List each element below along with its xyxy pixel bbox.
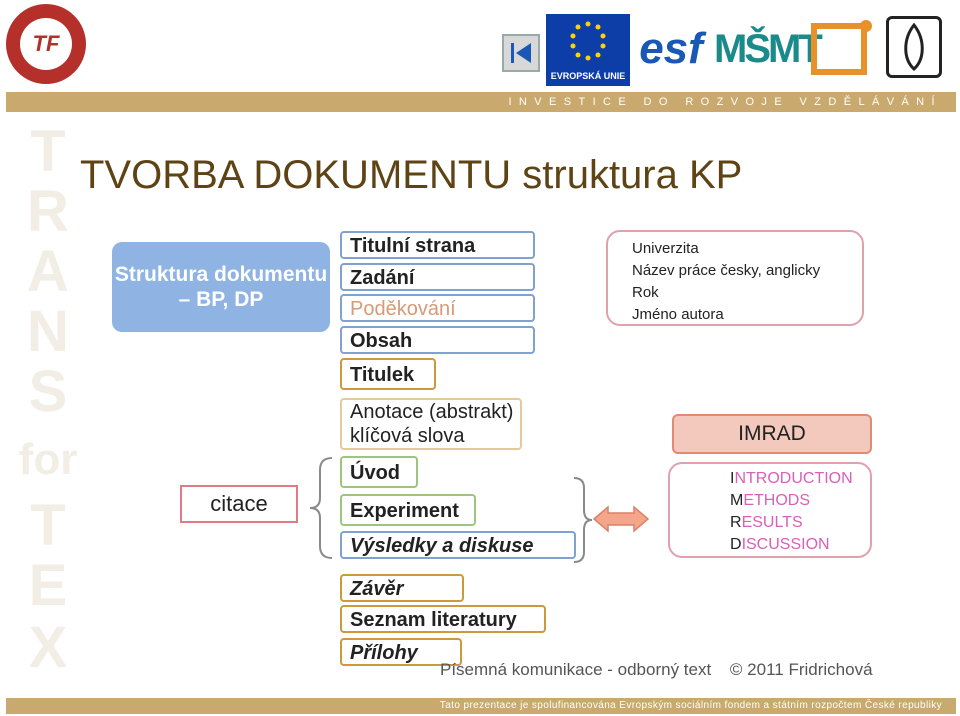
item-titulni-strana: Titulní strana xyxy=(340,231,535,259)
faculty-logo xyxy=(886,16,942,78)
esf-logo: esf xyxy=(639,24,703,73)
double-arrow-icon xyxy=(592,504,650,534)
watermark-letter: X xyxy=(28,615,68,680)
watermark-letter: A xyxy=(27,239,69,304)
citace-box: citace xyxy=(180,485,298,523)
left-brace xyxy=(308,456,338,560)
item-zaver: Závěr xyxy=(340,574,464,602)
item-experiment: Experiment xyxy=(340,494,476,526)
university-logo xyxy=(6,4,86,84)
back-button[interactable] xyxy=(502,34,540,72)
imrad-list-item: INTRODUCTION xyxy=(730,470,853,487)
title-panel-line: Univerzita xyxy=(632,240,699,257)
watermark-letter: S xyxy=(28,359,68,424)
partner-logo-icon xyxy=(808,16,878,82)
title-panel-line: Název práce česky, anglicky xyxy=(632,262,821,279)
item-prilohy: Přílohy xyxy=(340,638,462,666)
item-seznam-literatury: Seznam literatury xyxy=(340,605,546,633)
title-panel-line: Rok xyxy=(632,284,659,301)
item-obsah: Obsah xyxy=(340,326,535,354)
header-band: INVESTICE DO ROZVOJE VZDĚLÁVÁNÍ xyxy=(6,92,956,112)
title-panel-line: Jméno autora xyxy=(632,306,724,323)
structure-box: Struktura dokumentu – BP, DP xyxy=(112,242,330,332)
imrad-list-item: DISCUSSION xyxy=(730,536,830,553)
partner-logo xyxy=(808,16,878,82)
page-title: TVORBA DOKUMENTU struktura KP xyxy=(80,153,743,197)
watermark-letter: E xyxy=(28,553,68,618)
watermark-letter: for xyxy=(18,435,78,484)
imrad-list-box xyxy=(668,462,872,558)
item-uvod: Úvod xyxy=(340,456,418,488)
title-page-content-box xyxy=(606,230,864,326)
faculty-logo-icon xyxy=(889,19,939,75)
imrad-box: IMRAD xyxy=(672,414,872,454)
imrad-list-item: METHODS xyxy=(730,492,810,509)
item-zadani: Zadání xyxy=(340,263,535,291)
logo-text: TF xyxy=(20,18,72,70)
footer-text: Písemná komunikace - odborný text xyxy=(440,660,712,679)
footer xyxy=(440,658,920,682)
back-arrow-icon xyxy=(507,39,535,67)
watermark-letter: T xyxy=(30,119,66,184)
watermark-letter: T xyxy=(30,493,66,558)
msmt-logo: MŠMT xyxy=(714,27,820,71)
eu-stars-icon xyxy=(546,14,630,70)
imrad-list-item: RESULTS xyxy=(730,514,803,531)
eu-label: EVROPSKÁ UNIE xyxy=(550,71,626,81)
item-vysledky: Výsledky a diskuse xyxy=(340,531,576,559)
footer-band: Tato prezentace je spolufinancována Evropským sociálním fondem a státním rozpočtem České republiky xyxy=(6,698,956,714)
item-podekovani: Poděkování xyxy=(340,294,535,322)
item-titulek: Titulek xyxy=(340,358,436,390)
watermark-letter: R xyxy=(27,179,69,244)
watermark-letter: N xyxy=(27,299,69,364)
footer-copyright: © 2011 Fridrichová xyxy=(729,660,873,679)
item-anotace: Anotace (abstrakt) klíčová slova xyxy=(340,398,522,450)
